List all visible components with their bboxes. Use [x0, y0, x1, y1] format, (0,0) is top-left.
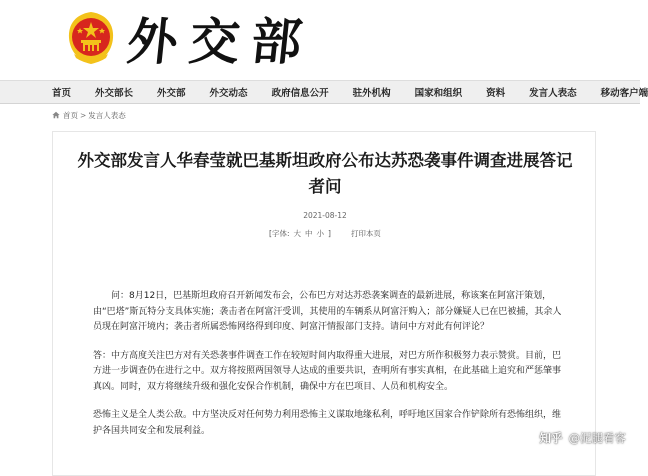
- nav-item-mobile[interactable]: 移动客户端: [600, 88, 648, 99]
- nav-item-gov-info[interactable]: 政府信息公开: [271, 88, 329, 99]
- nav-item-missions[interactable]: 驻外机构: [352, 88, 391, 99]
- national-emblem-icon[interactable]: [66, 10, 116, 66]
- font-size-label: [字体:: [269, 229, 290, 238]
- article-tools: [53, 228, 597, 239]
- breadcrumb: [52, 108, 126, 122]
- article-body: [93, 289, 567, 452]
- logo-char: 外: [124, 12, 183, 71]
- article-paragraph: 问：8月12日，巴基斯坦政府召开新闻发布会，公布巴方对达苏恐袭案调查的最新进展，称该案在阿富汗策划，由“巴塔”斯瓦特分支具体实施；袭击者在阿富汗受训，其使用的车辆系从阿富汗购入；部分嫌疑人已在巴被捕，其余人员现在阿富汗境内；袭击者所属恐怖网络得到印度、阿富汗情报部门支持。请问中方对此有何评论？: [93, 291, 562, 332]
- font-large-button[interactable]: 大: [293, 229, 301, 238]
- article-date: 2021-08-12: [303, 211, 347, 220]
- zhihu-watermark: [540, 430, 627, 446]
- nav-item-home[interactable]: 首页: [52, 88, 72, 99]
- nav-item-minister[interactable]: 外交部长: [95, 88, 134, 99]
- font-medium-button[interactable]: 中: [305, 229, 313, 238]
- breadcrumb-separator: >: [80, 110, 87, 120]
- article-panel: [52, 131, 596, 476]
- main-nav: [0, 80, 648, 104]
- breadcrumb-current[interactable]: 发言人表态: [88, 110, 126, 120]
- breadcrumb-home[interactable]: 首页: [63, 110, 78, 120]
- nav-item-ministry[interactable]: 外交部: [157, 88, 186, 99]
- logo-char: 交: [186, 12, 245, 71]
- nav-item-news[interactable]: 外交动态: [209, 88, 248, 99]
- article-paragraph: 答：中方高度关注巴方对有关恐袭事件调查工作在较短时间内取得重大进展，对巴方所作积极努力表示赞赏。目前，巴方进一步调查仍在进行之中。双方将按照两国领导人达成的重要共识，查明所有事实真相，在此基础上追究和严惩肇事真凶。同时，双方将继续升级和强化安保合作机制，确保中方在巴项目、人员和机构安全。: [93, 350, 562, 392]
- logo-char: 部: [248, 12, 307, 71]
- watermark-site: 知乎: [539, 431, 563, 445]
- site-header: [0, 0, 640, 80]
- home-icon: [52, 111, 60, 119]
- watermark-author: @泥腿看客: [568, 431, 626, 445]
- ministry-logo-calligraphy[interactable]: [125, 6, 308, 70]
- nav-item-resources[interactable]: 资料: [486, 88, 506, 99]
- nav-item-spokesperson[interactable]: 发言人表态: [529, 88, 577, 99]
- font-small-button[interactable]: 小: [316, 229, 324, 238]
- font-size-close: ]: [328, 229, 331, 238]
- nav-item-countries[interactable]: 国家和组织: [414, 88, 463, 99]
- article-paragraph: 恐怖主义是全人类公敌。中方坚决反对任何势力利用恐怖主义谋取地缘私利，呼吁地区国家合作铲除所有恐怖组织，维护各国共同安全和发展利益。: [93, 410, 562, 436]
- print-button[interactable]: 打印本页: [350, 229, 381, 238]
- article-title: 外交部发言人华春莹就巴基斯坦政府公布达苏恐袭事件调查进展答记者问: [77, 151, 573, 196]
